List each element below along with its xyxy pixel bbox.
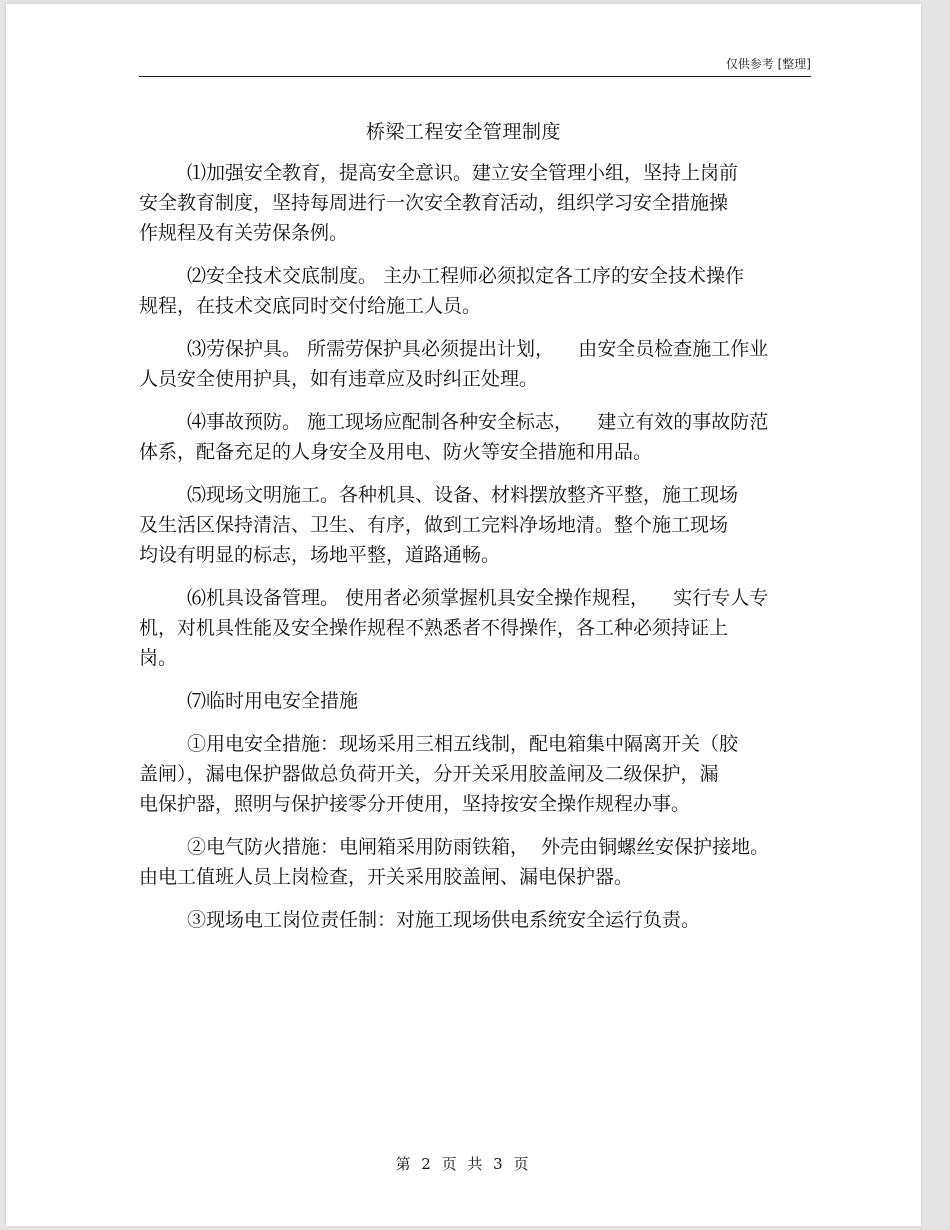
document-title: 桥梁工程安全管理制度 [365, 121, 561, 143]
paragraph [139, 583, 811, 673]
document-page [6, 4, 921, 1226]
paragraph [139, 158, 811, 248]
text-line: 及生活区保持清洁、卫生、有序，做到工完料净场地清。整个施工现场 [139, 514, 729, 536]
paragraph [139, 832, 811, 892]
text-line: ⑸现场文明施工。各种机具、设备、材料摆放整齐平整，施工现场 [187, 484, 739, 506]
paragraph [139, 686, 811, 716]
text-line: 安全教育制度，坚持每周进行一次安全教育活动，组织学习安全措施操 [139, 192, 729, 214]
text-line: 均设有明显的标志，场地平整，道路通畅。 [139, 544, 501, 566]
text-line: 电保护器，照明与保护接零分开使用，坚持按安全操作规程办事。 [139, 793, 691, 815]
header-divider [139, 76, 811, 77]
text-line: ③现场电工岗位责任制：对施工现场供电系统安全运行负责。 [187, 909, 701, 931]
page-number: 第 2 页 共 3 页 [395, 1155, 532, 1173]
paragraph [139, 261, 811, 321]
text-line: 人员安全使用护具，如有违章应及时纠正处理。 [139, 368, 539, 390]
text-line: 规程，在技术交底同时交付给施工人员。 [139, 295, 482, 317]
text-line: ②电气防火措施：电闸箱采用防雨铁箱， 外壳由铜螺丝安保护接地。 [187, 836, 770, 858]
text-line: ⑴加强安全教育，提高安全意识。建立安全管理小组，坚持上岗前 [187, 162, 739, 184]
paragraph [139, 480, 811, 570]
text-line: ⑹机具设备管理。 使用者必须掌握机具安全操作规程， 实行专人专 [187, 587, 769, 609]
paragraph [139, 905, 811, 935]
text-line: 由电工值班人员上岗检查，开关采用胶盖闸、漏电保护器。 [139, 866, 634, 888]
text-line: ⑺临时用电安全措施 [187, 690, 359, 712]
text-line: ⑶劳保护具。 所需劳保护具必须提出计划， 由安全员检查施工作业 [187, 338, 769, 360]
text-line: 体系，配备充足的人身安全及用电、防火等安全措施和用品。 [139, 441, 653, 463]
text-line: ①用电安全措施：现场采用三相五线制，配电箱集中隔离开关（胶 [187, 733, 739, 755]
paragraph [139, 334, 811, 394]
document-body [139, 158, 811, 935]
text-line: ⑷事故预防。 施工现场应配制各种安全标志， 建立有效的事故防范 [187, 411, 769, 433]
text-line: 作规程及有关劳保条例。 [139, 222, 349, 244]
text-line: ⑵安全技术交底制度。 主办工程师必须拟定各工序的安全技术操作 [187, 265, 745, 287]
text-line: 岗。 [139, 647, 178, 669]
header-note: 仅供参考 [整理] [725, 57, 811, 71]
text-line: 机，对机具性能及安全操作规程不熟悉者不得操作，各工种必须持证上 [139, 617, 729, 639]
paragraph [139, 729, 811, 819]
paragraph [139, 407, 811, 467]
text-line: 盖闸），漏电保护器做总负荷开关，分开关采用胶盖闸及二级保护，漏 [139, 763, 719, 785]
